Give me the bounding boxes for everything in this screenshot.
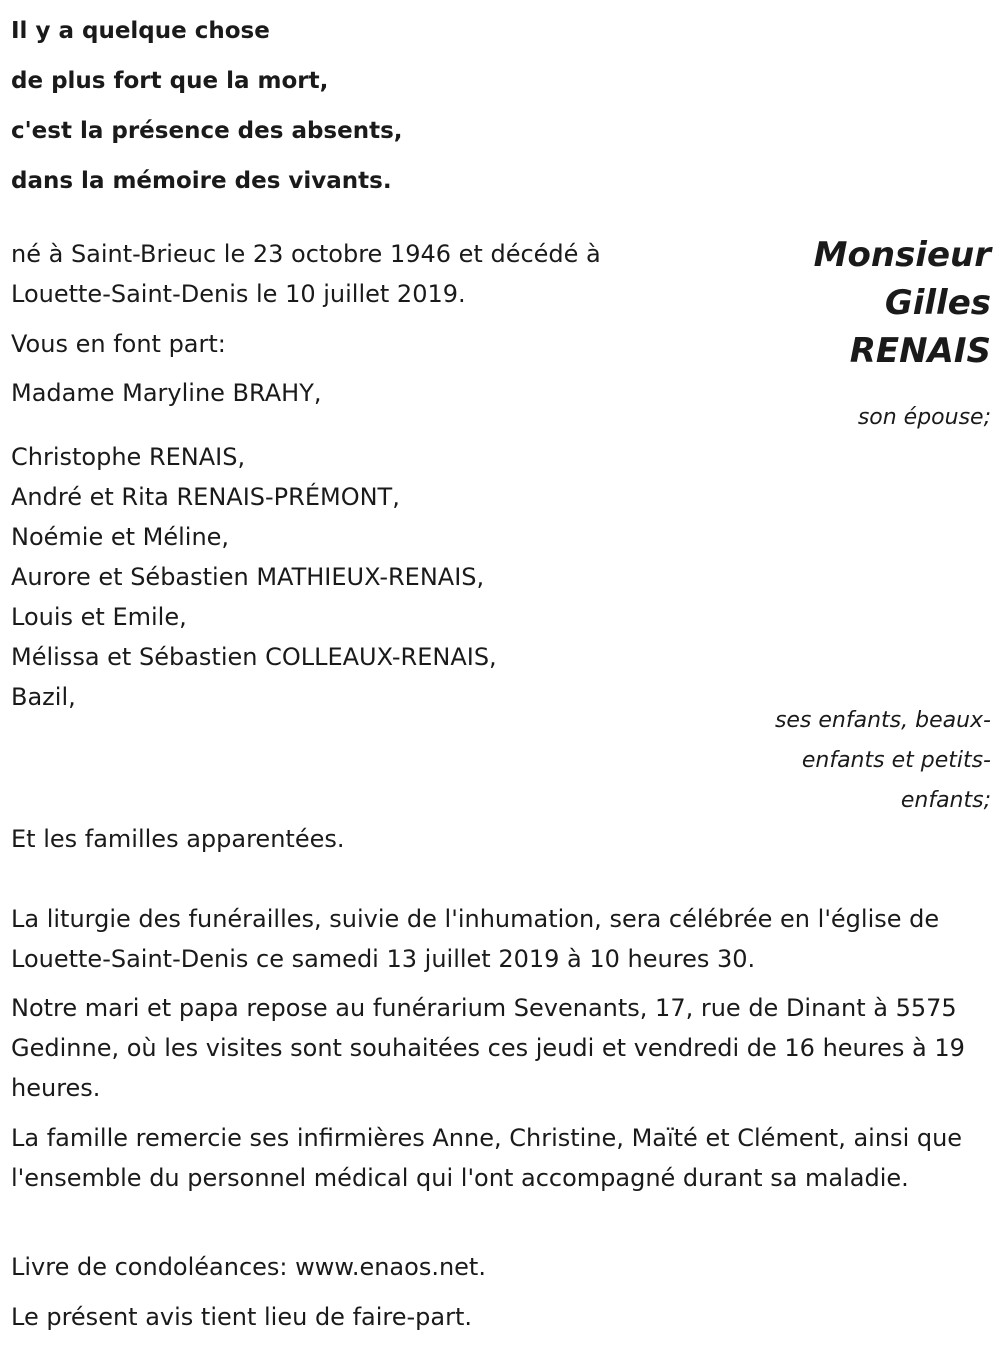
deceased-name — [814, 231, 991, 375]
list-item: Bazil, — [11, 683, 76, 711]
quote-line: Il y a quelque chose — [11, 18, 270, 44]
deceased-title: Monsieur — [813, 235, 991, 275]
funerarium-paragraph: Notre mari et papa repose au funérarium Sevenants, 17, rue de Dinant à 5575 Gedinne, où les visites sont souhaitées ces jeudi et vendredi de 16 heures à 19 heures. — [11, 994, 965, 1102]
quote-line: c'est la présence des absents, — [11, 118, 403, 144]
quote-line: de plus fort que la mort, — [11, 68, 329, 94]
list-item: Mélissa et Sébastien COLLEAUX-RENAIS, — [11, 643, 497, 671]
thanks-paragraph: La famille remercie ses infirmières Anne, Christine, Maïté et Clément, ainsi que l'ensemble du personnel médical qui l'ont accompagné durant sa maladie. — [11, 1124, 963, 1192]
spouse-name: Madame Maryline BRAHY, — [11, 379, 322, 407]
deceased-last-name: RENAIS — [849, 331, 991, 371]
families-line: Et les familles apparentées. — [11, 825, 345, 853]
notice-paragraph: Le présent avis tient lieu de faire-part. — [11, 1303, 473, 1331]
opening-quote — [11, 6, 403, 206]
spouse-role: son épouse; — [857, 405, 991, 430]
deceased-first-name: Gilles — [884, 283, 991, 323]
children-role: ses enfants, beaux-enfants et petits-enfants; — [774, 708, 991, 813]
children-list — [11, 437, 497, 717]
quote-line: dans la mémoire des vivants. — [11, 168, 392, 194]
birth-death-statement: né à Saint-Brieuc le 23 octobre 1946 et décédé à Louette-Saint-Denis le 10 juillet 2019. — [11, 240, 601, 308]
announce-label: Vous en font part: — [11, 330, 226, 358]
list-item: André et Rita RENAIS-PRÉMONT, — [11, 483, 400, 511]
liturgy-paragraph: La liturgie des funérailles, suivie de l'inhumation, sera célébrée en l'église de Louette-Saint-Denis ce samedi 13 juillet 2019 à 10 heures 30. — [11, 905, 940, 973]
list-item: Aurore et Sébastien MATHIEUX-RENAIS, — [11, 563, 485, 591]
list-item: Christophe RENAIS, — [11, 443, 246, 471]
list-item: Noémie et Méline, — [11, 523, 230, 551]
condolences-paragraph: Livre de condoléances: www.enaos.net. — [11, 1253, 486, 1281]
list-item: Louis et Emile, — [11, 603, 187, 631]
